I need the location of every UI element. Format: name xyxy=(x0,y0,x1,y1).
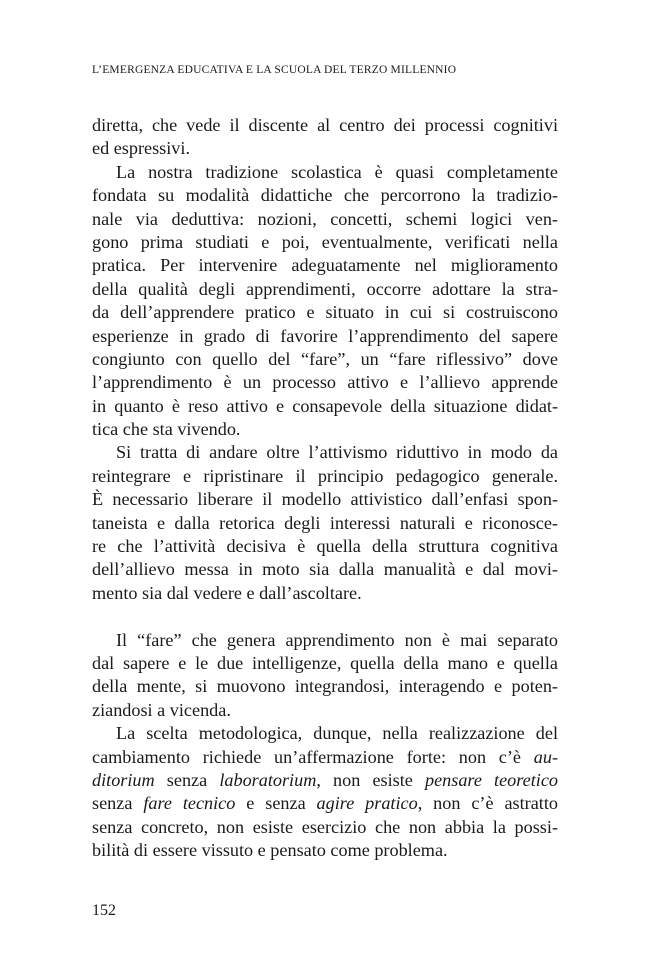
paragraph-break xyxy=(92,605,558,628)
text-line: taneista e dalla retorica degli interessi naturali e riconosce- xyxy=(92,512,558,533)
text-line: ziandosi a vicenda. xyxy=(92,699,231,720)
body-text xyxy=(92,114,558,863)
page-number: 152 xyxy=(92,902,116,919)
text-line: senza concreto, non esiste esercizio che non abbia la possi- xyxy=(92,816,558,837)
text-line: È necessario liberare il modello attivistico dall’enfasi spon- xyxy=(92,489,558,510)
text-line: Si tratta di andare oltre l’attivismo riduttivo in modo da xyxy=(116,442,558,463)
text-line: nale via deduttiva: nozioni, concetti, schemi logici ven- xyxy=(92,208,558,229)
text-line: La nostra tradizione scolastica è quasi completamente xyxy=(116,161,558,182)
text-line: tica che sta vivendo. xyxy=(92,419,241,440)
text-line: fondata su modalità didattiche che percorrono la tradizio- xyxy=(92,185,558,206)
text-line: cambiamento richiede un’affermazione forte: non c’è au- xyxy=(92,746,558,767)
text-line: ed espressivi. xyxy=(92,138,190,159)
running-head: L’EMERGENZA EDUCATIVA E LA SCUOLA DEL TERZO MILLENNIO xyxy=(92,64,457,76)
text-line: reintegrare e ripristinare il principio pedagogico generale. xyxy=(92,465,558,486)
italic-term: au- xyxy=(533,746,558,767)
text-line: gono prima studiati e poi, eventualmente, verificati nella xyxy=(92,231,558,252)
italic-term: pensare teoretico xyxy=(425,769,559,790)
text-line: dal sapere e le due intelligenze, quella della mano e quella xyxy=(92,652,558,673)
text-line: senza fare tecnico e senza agire pratico, non c’è astratto xyxy=(92,793,559,814)
text-line: pratica. Per intervenire adeguatamente nel miglioramento xyxy=(92,255,558,276)
text-line: ditorium senza laboratorium, non esiste pensare teoretico xyxy=(92,769,559,790)
italic-term: fare tecnico xyxy=(143,793,236,814)
text-line: congiunto con quello del “fare”, un “fare riflessivo” dove xyxy=(92,348,558,369)
text-line: mento sia dal vedere e dall’ascoltare. xyxy=(92,582,362,603)
text-line: La scelta metodologica, dunque, nella realizzazione del xyxy=(116,723,558,744)
text-line: della qualità degli apprendimenti, occorre adottare la stra- xyxy=(92,278,558,299)
text-line: esperienze in grado di favorire l’apprendimento del sapere xyxy=(92,325,558,346)
text-line: in quanto è reso attivo e consapevole della situazione didat- xyxy=(92,395,558,416)
italic-term: laboratorium xyxy=(219,769,317,790)
text-line: Il “fare” che genera apprendimento non è mai separato xyxy=(116,629,558,650)
text-line: diretta, che vede il discente al centro dei processi cognitivi xyxy=(92,115,558,135)
text-line: l’apprendimento è un processo attivo e l’allievo apprende xyxy=(92,372,558,393)
italic-term: agire pratico xyxy=(316,793,418,814)
text-line: re che l’attività decisiva è quella della struttura cognitiva xyxy=(92,536,558,557)
text-line: della mente, si muovono integrandosi, interagendo e poten- xyxy=(92,676,558,697)
text-line: dell’allievo messa in moto sia dalla manualità e dal movi- xyxy=(92,559,558,580)
italic-term: ditorium xyxy=(92,769,155,790)
text-line: da dell’apprendere pratico e situato in cui si costruiscono xyxy=(92,302,558,323)
text-line: bilità di essere vissuto e pensato come problema. xyxy=(92,840,448,861)
